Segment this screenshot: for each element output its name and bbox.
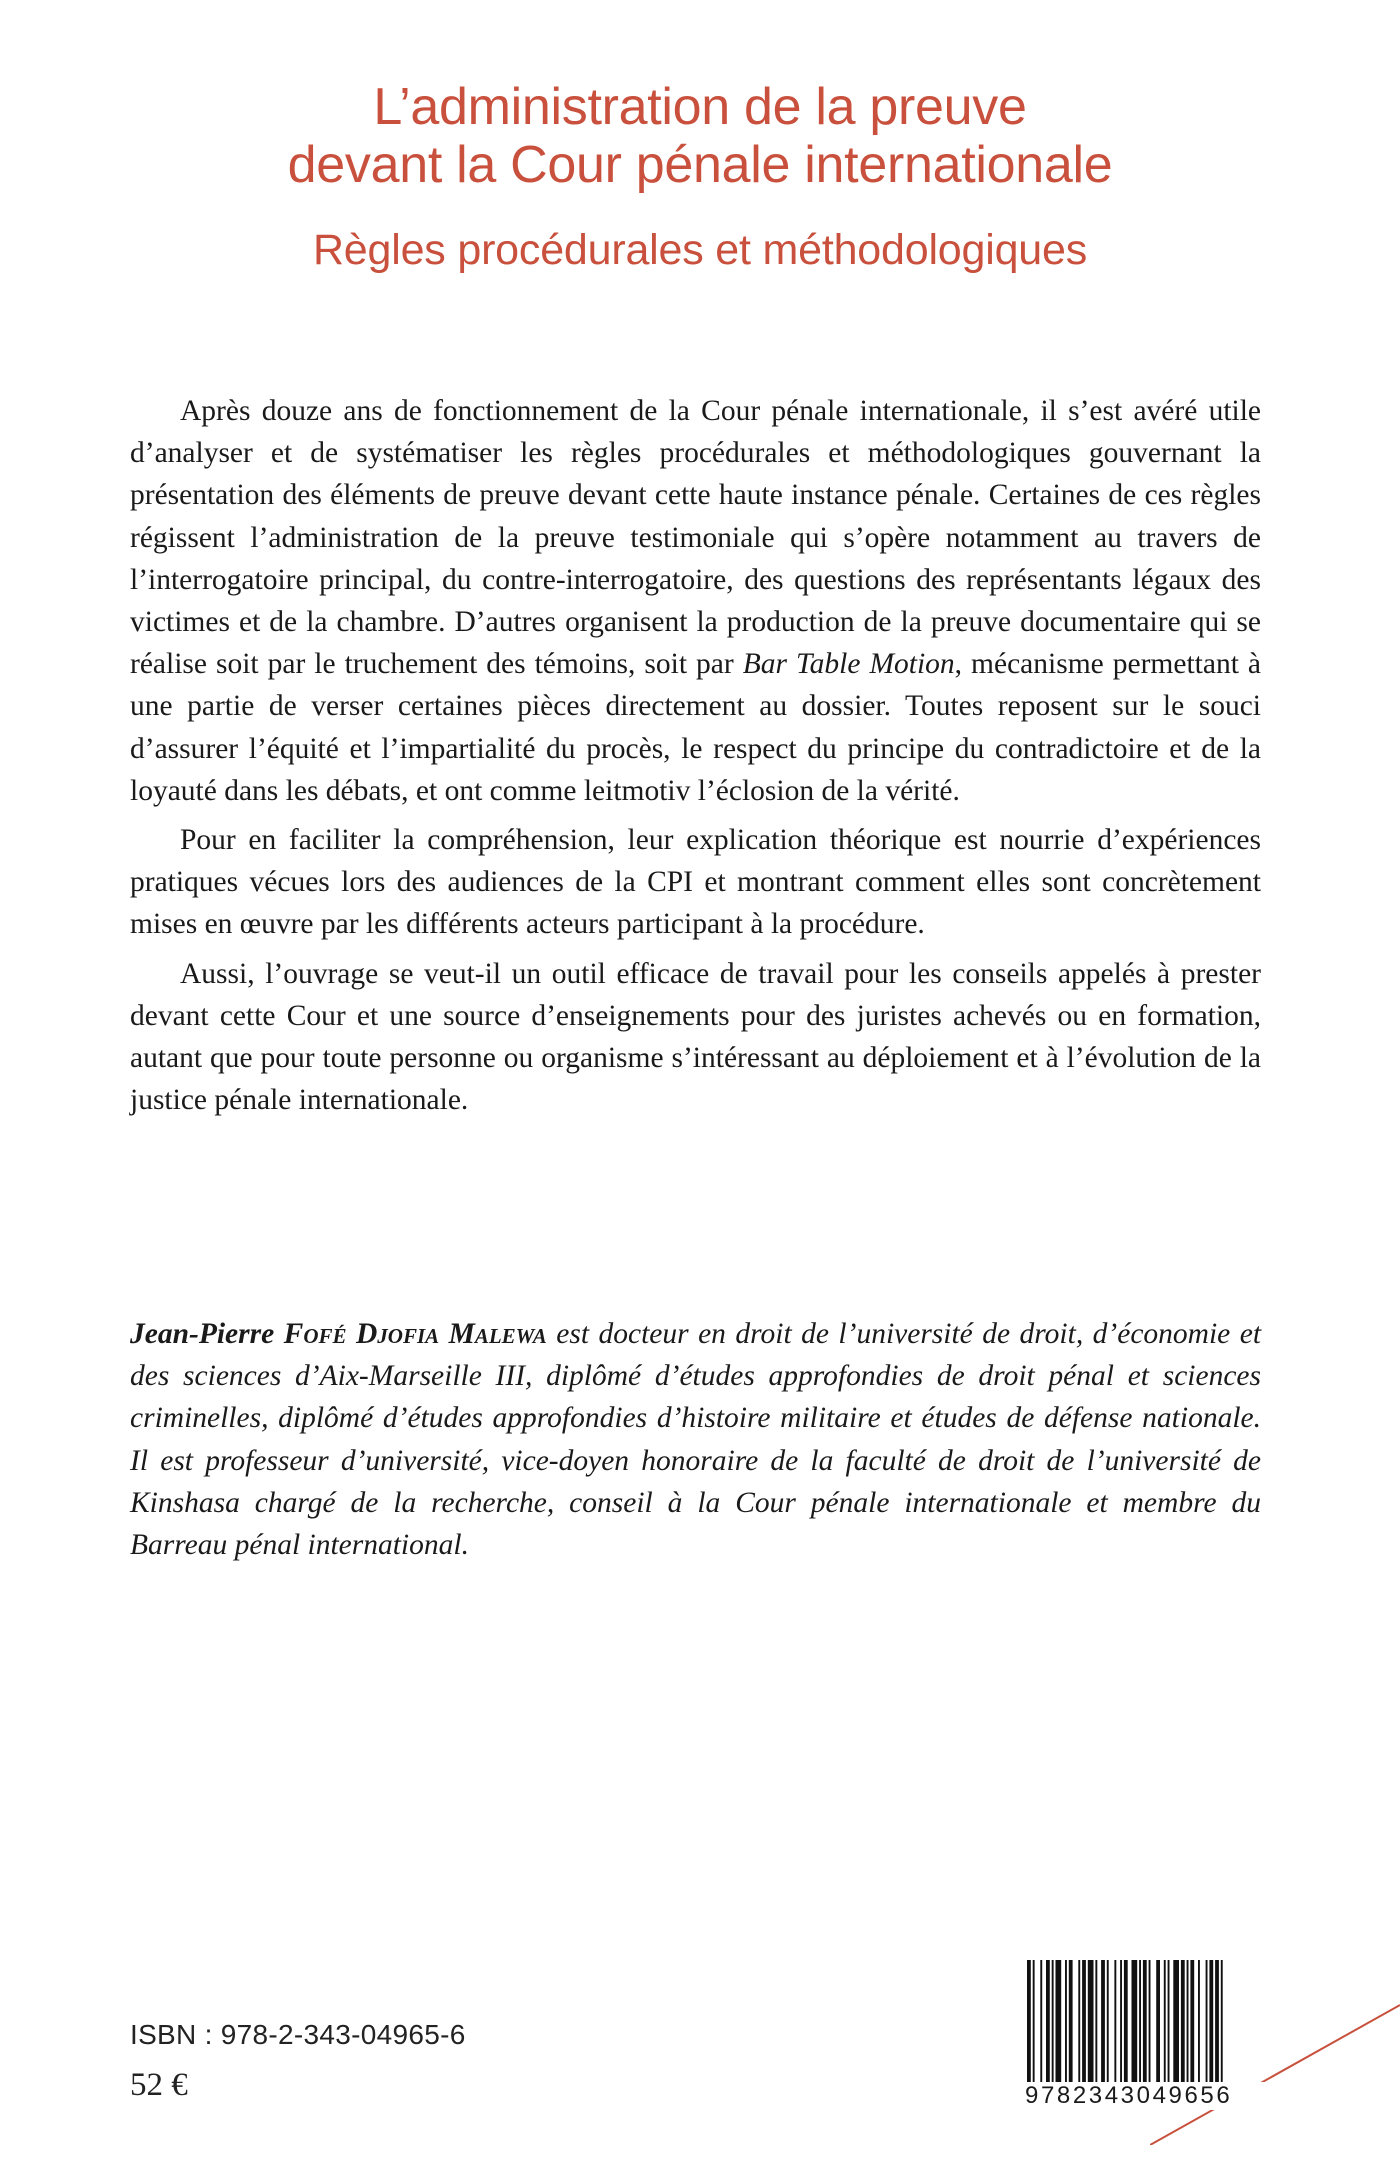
book-title-line-1: L’administration de la preuve <box>373 78 1027 136</box>
blurb-paragraph-1 <box>130 390 1261 812</box>
author-first-name: Jean-Pierre <box>130 1318 275 1350</box>
blurb-p1-italic-term: Bar Table Motion <box>742 648 955 681</box>
author-bio-text: est docteur en droit de l’université de droit, d’économie et des sciences d’Aix-Marseille III, diplômé d’études approfondies de droit pénal et sciences criminelles, diplômé d’études approfondies d’histoire militaire et études de défense nationale. Il est professeur d’université, vice-doyen honoraire de la faculté de droit de l’université de Kinshasa chargé de la recherche, conseil à la Cour pénale internationale et membre du Barreau pénal international. <box>130 1318 1262 1562</box>
blurb-p1-text-a: Après douze ans de fonctionnement de la Cour pénale internationale, il s’est avéré utile d’analyser et de systématiser les règles procédurales et méthodologiques gouvernant la présentation des éléments de preuve devant cette haute instance pénale. Certaines de ces règles régissent l’administration de la preuve testimoniale qui s’opère notamment au travers de l’interrogatoire principal, du contre-interrogatoire, des questions des représentants légaux des victimes et de la chambre. D’autres organisent la production de la preuve documentaire qui se réalise soit par le truchement des témoins, soit par <box>130 395 1261 681</box>
author-bio <box>130 1313 1261 1566</box>
book-title-line-2: devant la Cour pénale internationale <box>287 136 1113 194</box>
book-subtitle: Règles procédurales et méthodologiques <box>312 226 1088 274</box>
blurb-p1-text-b: , mécanisme permettant à une partie de verser certaines pièces directement au dossier. Toutes reposent sur le souci d’assurer l’équité et l’impartialité du procès, le respect du principe du contradictoire et de la loyauté dans les débats, et ont comme leitmotiv l’éclosion de la vérité. <box>130 648 1261 807</box>
cover-heading <box>0 78 1400 274</box>
author-name <box>130 1318 547 1350</box>
author-last-name: Fofé Djofia Malewa <box>283 1318 547 1350</box>
blurb <box>130 390 1261 1128</box>
isbn: ISBN : 978-2-343-04965-6 <box>130 2019 466 2050</box>
blurb-paragraph-3: Aussi, l’ouvrage se veut-il un outil efficace de travail pour les conseils appelés à prester devant cette Cour et une source d’enseignements pour des juristes achevés ou en formation, autant que pour toute personne ou organisme s’intéressant au déploiement et à l’évolution de la justice pénale internationale. <box>130 957 1261 1117</box>
blurb-paragraph-2: Pour en faciliter la compréhension, leur explication théorique est nourrie d’expériences pratiques vécues lors des audiences de la CPI et montrant comment elles sont concrètement mises en œuvre par les différents acteurs participant à la procédure. <box>130 824 1261 941</box>
barcode-digits: 9782343049656 <box>1023 2082 1281 2110</box>
price: 52 € <box>130 2067 188 2103</box>
